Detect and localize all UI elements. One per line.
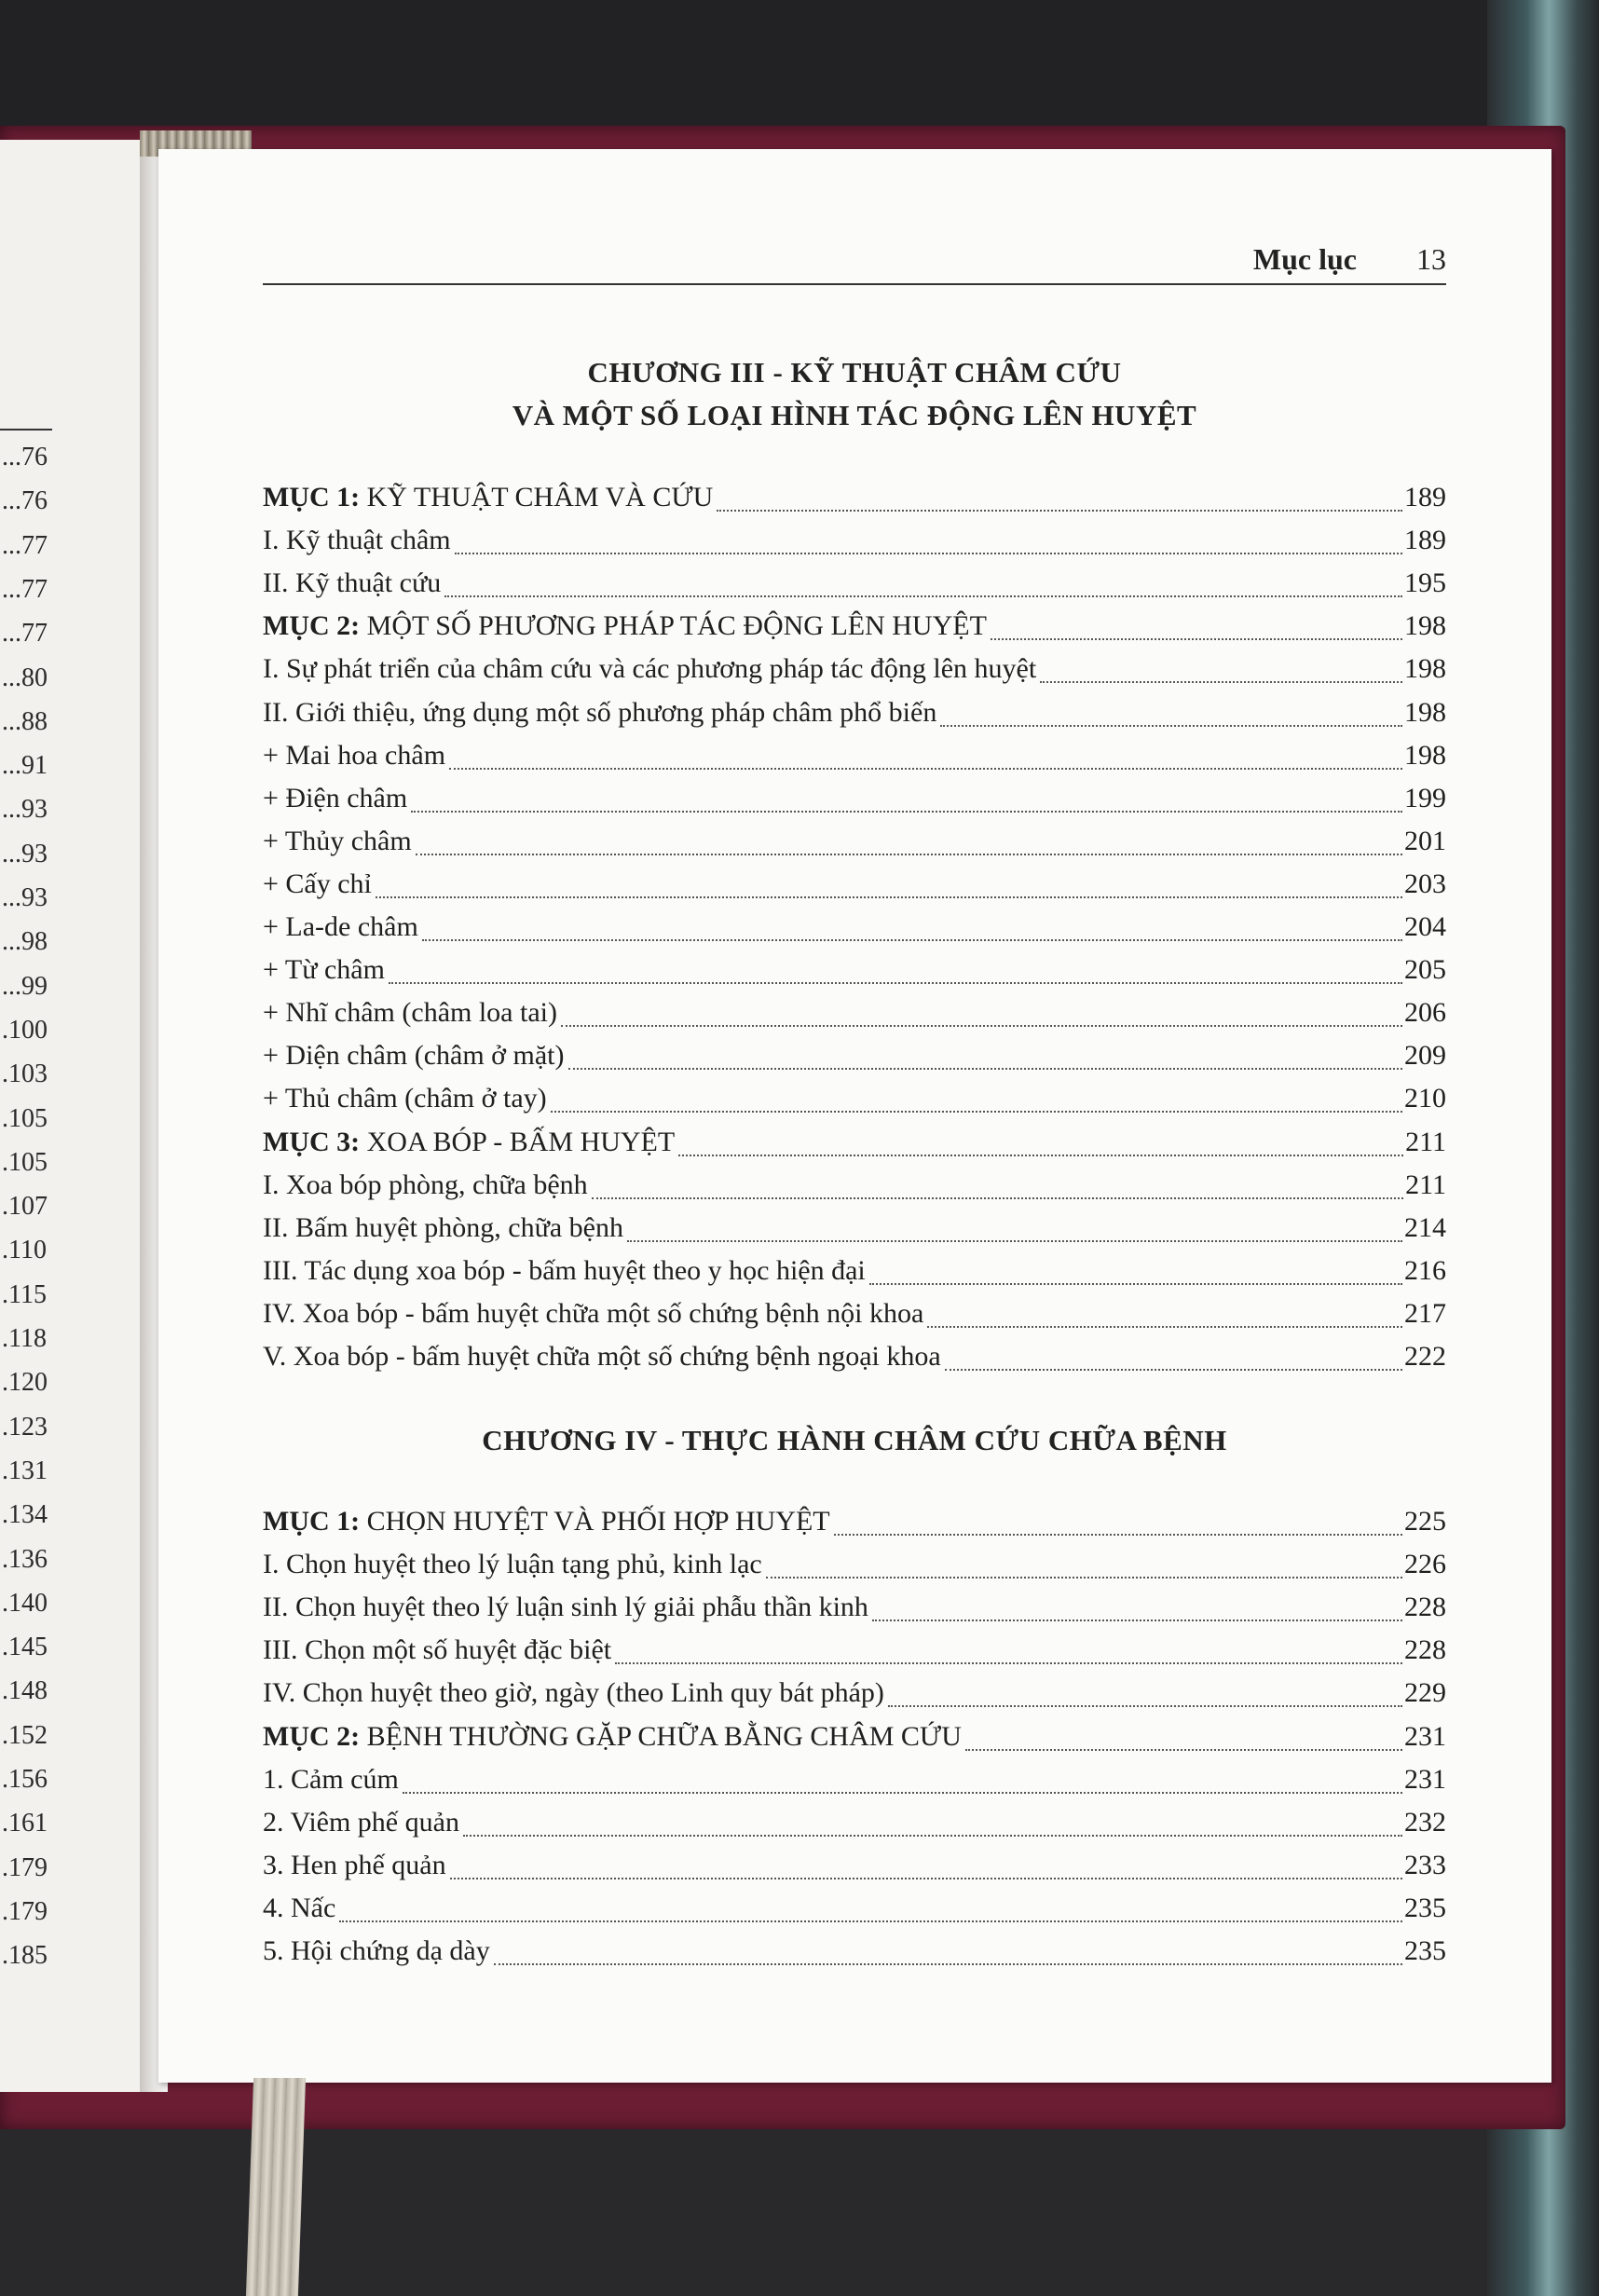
toc-entry-label xyxy=(263,1255,866,1287)
toc-entry xyxy=(263,482,1446,519)
toc-entry-text: II. Giới thiệu, ứng dụng một số phương pháp châm phổ biến xyxy=(263,696,937,728)
dot-leader xyxy=(678,1155,1403,1156)
toc-entry-page: 199 xyxy=(1404,782,1446,813)
toc-entry-label xyxy=(263,954,385,986)
toc-entry xyxy=(263,1592,1446,1629)
toc-entry-label xyxy=(263,1341,941,1373)
left-page-number: .120 xyxy=(2,1368,48,1398)
toc-entry xyxy=(263,1040,1446,1077)
left-page-number: ...77 xyxy=(2,530,48,560)
toc-entry-text: + Từ châm xyxy=(263,954,385,986)
bookmark-ribbon xyxy=(246,2078,306,2296)
dot-leader xyxy=(1040,681,1402,683)
toc-entry-page: 198 xyxy=(1404,696,1446,728)
toc-entry xyxy=(263,868,1446,906)
toc-entry-page: 222 xyxy=(1404,1341,1446,1372)
toc-entry-text: V. Xoa bóp - bấm huyệt chữa một số chứng bệnh ngoại khoa xyxy=(263,1341,941,1372)
chapter-3-title-line-2: VÀ MỘT SỐ LOẠI HÌNH TÁC ĐỘNG LÊN HUYỆT xyxy=(512,399,1197,431)
toc-entry-label xyxy=(263,1721,962,1753)
toc-entry xyxy=(263,826,1446,863)
toc-entry-page: 226 xyxy=(1404,1549,1446,1580)
toc-entry-page: 211 xyxy=(1405,1126,1446,1157)
toc-entry xyxy=(263,525,1446,562)
toc-entry xyxy=(263,1634,1446,1672)
dot-leader xyxy=(888,1705,1402,1707)
toc-entry-page: 189 xyxy=(1404,482,1446,512)
toc-entry-label xyxy=(263,997,557,1029)
toc-entry-page: 228 xyxy=(1404,1592,1446,1623)
section-number: MỤC 3: xyxy=(263,1126,361,1157)
dot-leader xyxy=(615,1662,1402,1664)
left-page-number: .100 xyxy=(2,1015,48,1045)
toc-entry-label xyxy=(263,1893,335,1924)
toc-entry xyxy=(263,1893,1446,1930)
toc-entry-text: + Thủ châm (châm ở tay) xyxy=(263,1083,547,1114)
toc-entry-label xyxy=(263,610,987,642)
scanner-background-top xyxy=(0,0,1599,140)
toc-entry-text: I. Sự phát triển của châm cứu và các phương pháp tác động lên huyệt xyxy=(263,653,1037,685)
toc-entry-label xyxy=(263,1850,446,1881)
toc-entry-text: IV. Chọn huyệt theo giờ, ngày (theo Linh quy bát pháp) xyxy=(263,1677,884,1709)
dot-leader xyxy=(450,1878,1402,1879)
toc-entry-page: 204 xyxy=(1404,911,1446,942)
toc-entry-label xyxy=(263,868,372,900)
toc-entry-page: 203 xyxy=(1404,868,1446,899)
left-page-number: .118 xyxy=(2,1324,47,1353)
toc-entry xyxy=(263,1935,1446,1973)
toc-entry-page: 235 xyxy=(1404,1935,1446,1966)
left-page-number: .105 xyxy=(2,1103,48,1133)
section-number: MỤC 1: xyxy=(263,1506,361,1537)
toc-entry-page: 233 xyxy=(1404,1849,1446,1880)
left-page-number: .136 xyxy=(2,1544,48,1574)
dot-leader xyxy=(834,1534,1402,1536)
toc-entry-label xyxy=(263,1506,830,1538)
toc-entry-page: 201 xyxy=(1404,825,1446,856)
dot-leader xyxy=(449,768,1402,770)
toc-entry xyxy=(263,1212,1446,1250)
dot-leader xyxy=(376,896,1402,898)
dot-leader xyxy=(494,1963,1402,1965)
toc-entry-label xyxy=(263,1083,547,1114)
dot-leader xyxy=(945,1369,1402,1371)
section-number: MỤC 2: xyxy=(263,610,361,642)
toc-entry-page: 195 xyxy=(1404,567,1446,599)
toc-entry xyxy=(263,1764,1446,1801)
toc-entry xyxy=(263,1341,1446,1378)
left-page-number: .107 xyxy=(2,1192,48,1222)
toc-entry-page: 211 xyxy=(1405,1168,1446,1200)
toc-entry-label xyxy=(263,1592,868,1623)
toc-page xyxy=(158,149,1551,2083)
dot-leader xyxy=(455,553,1402,554)
toc-entry-page: 225 xyxy=(1404,1506,1446,1537)
toc-entry-text: II. Bấm huyệt phòng, chữa bệnh xyxy=(263,1211,623,1243)
left-page-number: ...93 xyxy=(2,839,48,868)
toc-entry-text: + Diện châm (châm ở mặt) xyxy=(263,1040,565,1072)
toc-entry-text: 3. Hen phế quản xyxy=(263,1849,446,1880)
dot-leader xyxy=(339,1920,1402,1922)
dot-leader xyxy=(872,1620,1402,1621)
toc-entry-page: 217 xyxy=(1404,1297,1446,1329)
dot-leader xyxy=(965,1749,1402,1751)
dot-leader xyxy=(444,595,1402,597)
toc-entry xyxy=(263,997,1446,1034)
toc-entry xyxy=(263,911,1446,949)
dot-leader xyxy=(551,1111,1402,1113)
left-header-rule xyxy=(0,429,52,430)
left-page-number: .145 xyxy=(2,1633,48,1662)
toc-entry-text: IV. Xoa bóp - bấm huyệt chữa một số chứng bệnh nội khoa xyxy=(263,1297,924,1329)
toc-entry xyxy=(263,610,1446,648)
toc-entry-text: III. Chọn một số huyệt đặc biệt xyxy=(263,1634,612,1666)
toc-entry-page: 216 xyxy=(1404,1254,1446,1286)
chapter-3-title-line-1: CHƯƠNG III - KỸ THUẬT CHÂM CỨU xyxy=(587,356,1122,389)
left-page-number: .179 xyxy=(2,1852,48,1882)
dot-leader xyxy=(991,638,1402,640)
toc-entry-page: 205 xyxy=(1404,954,1446,986)
left-page-number: .115 xyxy=(2,1279,47,1309)
toc-entry-label xyxy=(263,567,441,599)
toc-entry xyxy=(263,1850,1446,1887)
dot-leader xyxy=(463,1835,1402,1837)
toc-entry-text: I. Kỹ thuật châm xyxy=(263,525,451,556)
toc-entry-text: + Cấy chỉ xyxy=(263,868,372,899)
toc-entry-page: 198 xyxy=(1404,739,1446,771)
toc-entry-label xyxy=(263,1169,588,1201)
toc-entry xyxy=(263,1721,1446,1758)
toc-entry-label xyxy=(263,525,451,556)
toc-entry-label xyxy=(263,826,412,857)
toc-entry-text: KỸ THUẬT CHÂM VÀ CỨU xyxy=(360,482,714,512)
toc-entry xyxy=(263,1127,1446,1164)
chapter-4-title: CHƯƠNG IV - THỰC HÀNH CHÂM CỨU CHỮA BỆNH xyxy=(482,1424,1227,1456)
dot-leader xyxy=(627,1240,1402,1242)
toc-entry-label xyxy=(263,1127,675,1158)
dot-leader xyxy=(416,854,1402,855)
left-page-number: .110 xyxy=(2,1236,47,1265)
toc-entry-page: 189 xyxy=(1404,525,1446,556)
toc-entry xyxy=(263,1255,1446,1292)
toc-entry xyxy=(263,697,1446,734)
left-page-number: ...77 xyxy=(2,619,48,649)
dot-leader xyxy=(411,811,1402,813)
left-page-number: ...98 xyxy=(2,927,48,957)
toc-entry-text: 1. Cảm cúm xyxy=(263,1763,399,1795)
left-page-number: .148 xyxy=(2,1676,48,1706)
toc-entry-page: 228 xyxy=(1404,1634,1446,1666)
toc-entry xyxy=(263,1298,1446,1335)
toc-entry xyxy=(263,1807,1446,1844)
dot-leader xyxy=(561,1025,1402,1027)
left-page-number: ...76 xyxy=(2,486,48,516)
scanner-background-bottom xyxy=(0,2124,1599,2296)
toc-entry-page: 231 xyxy=(1404,1763,1446,1795)
toc-entry-page: 210 xyxy=(1404,1083,1446,1114)
left-page-number: .152 xyxy=(2,1720,48,1750)
toc-entry-text: CHỌN HUYỆT VÀ PHỐI HỢP HUYỆT xyxy=(360,1506,830,1537)
toc-entry-text: + Điện châm xyxy=(263,782,408,813)
toc-entry xyxy=(263,567,1446,605)
left-page-number: .105 xyxy=(2,1147,48,1177)
toc-entry-label xyxy=(263,1298,923,1330)
dot-leader xyxy=(422,939,1402,941)
toc-entry xyxy=(263,783,1446,820)
toc-entry-label xyxy=(263,1212,623,1244)
toc-entry xyxy=(263,1677,1446,1715)
toc-entry-label xyxy=(263,1040,565,1072)
dot-leader xyxy=(717,510,1402,512)
dot-leader xyxy=(766,1577,1402,1578)
section-number: MỤC 2: xyxy=(263,1720,361,1752)
dot-leader xyxy=(389,982,1402,984)
toc-entry-label xyxy=(263,1807,459,1838)
toc-entry-label xyxy=(263,740,445,772)
running-header xyxy=(263,240,1446,285)
left-page-number: .123 xyxy=(2,1412,48,1442)
left-page-number: .185 xyxy=(2,1941,48,1971)
toc-entry-text: 2. Viêm phế quản xyxy=(263,1806,459,1838)
left-page-number: .156 xyxy=(2,1765,48,1794)
page-number: 13 xyxy=(1416,242,1446,276)
left-page xyxy=(0,140,149,2092)
dot-leader xyxy=(568,1068,1403,1070)
toc-entry-label xyxy=(263,783,407,814)
toc-entry-text: 4. Nấc xyxy=(263,1892,336,1923)
toc-entry-label xyxy=(263,1677,884,1709)
toc-entry-text: + Thủy châm xyxy=(263,825,412,856)
toc-entry-page: 209 xyxy=(1404,1040,1446,1072)
toc-entry-text: I. Chọn huyệt theo lý luận tạng phủ, kinh lạc xyxy=(263,1549,762,1580)
toc-entry-page: 231 xyxy=(1404,1720,1446,1752)
dot-leader xyxy=(592,1197,1403,1199)
left-page-number: ...80 xyxy=(2,663,48,692)
left-page-number: ...93 xyxy=(2,883,48,912)
toc-entry-text: + Nhĩ châm (châm loa tai) xyxy=(263,997,557,1029)
left-page-number: .134 xyxy=(2,1500,48,1530)
toc-entry xyxy=(263,954,1446,991)
toc-entry-label xyxy=(263,697,936,729)
running-title: Mục lục xyxy=(1252,242,1357,276)
left-page-number: .131 xyxy=(2,1456,48,1485)
toc-entry-label xyxy=(263,1935,490,1967)
left-page-number: ...99 xyxy=(2,971,48,1001)
toc-entry xyxy=(263,1083,1446,1120)
left-page-number: .179 xyxy=(2,1896,48,1926)
left-page-number: ...88 xyxy=(2,706,48,736)
toc-entry xyxy=(263,653,1446,690)
toc-entry-text: I. Xoa bóp phòng, chữa bệnh xyxy=(263,1168,588,1200)
left-page-number: .103 xyxy=(2,1059,48,1089)
left-page-number: ...76 xyxy=(2,443,48,472)
left-page-number: .161 xyxy=(2,1809,48,1838)
dot-leader xyxy=(927,1326,1402,1328)
toc-entry xyxy=(263,1506,1446,1543)
toc-entry-label xyxy=(263,482,713,513)
toc-entry-page: 206 xyxy=(1404,997,1446,1029)
toc-entry-text: XOA BÓP - BẤM HUYỆT xyxy=(360,1126,676,1157)
toc-entry-page: 214 xyxy=(1404,1211,1446,1243)
toc-entry-label xyxy=(263,1549,762,1580)
left-page-number: ...77 xyxy=(2,574,48,604)
left-page-number: .140 xyxy=(2,1588,48,1618)
toc-entry-text: MỘT SỐ PHƯƠNG PHÁP TÁC ĐỘNG LÊN HUYỆT xyxy=(360,610,987,642)
toc-entry-label xyxy=(263,911,418,943)
toc-entry-label xyxy=(263,653,1036,685)
toc-entry xyxy=(263,1169,1446,1207)
toc-entry xyxy=(263,740,1446,777)
toc-entry-label xyxy=(263,1764,399,1796)
toc-entry-page: 198 xyxy=(1404,653,1446,685)
toc-entry-page: 235 xyxy=(1404,1892,1446,1923)
toc-entry-text: + La-de châm xyxy=(263,911,418,942)
toc-entry-text: III. Tác dụng xoa bóp - bấm huyệt theo y học hiện đại xyxy=(263,1254,866,1286)
toc-entry-text: II. Kỹ thuật cứu xyxy=(263,567,442,599)
toc-entry xyxy=(263,1549,1446,1586)
toc-entry-text: BỆNH THƯỜNG GẶP CHỮA BẰNG CHÂM CỨU xyxy=(360,1720,962,1752)
toc-entry-page: 198 xyxy=(1404,610,1446,642)
left-page-number: ...91 xyxy=(2,751,48,781)
toc-entry-page: 232 xyxy=(1404,1806,1446,1838)
toc-entry-page: 229 xyxy=(1404,1677,1446,1709)
dot-leader xyxy=(940,725,1402,727)
section-number: MỤC 1: xyxy=(263,482,361,512)
dot-leader xyxy=(403,1792,1402,1794)
toc-entry-text: 5. Hội chứng dạ dày xyxy=(263,1935,490,1966)
toc-entry-text: + Mai hoa châm xyxy=(263,739,446,771)
toc-entry-label xyxy=(263,1634,611,1666)
dot-leader xyxy=(869,1283,1402,1285)
left-page-number: ...93 xyxy=(2,795,48,825)
toc-entry-text: II. Chọn huyệt theo lý luận sinh lý giải phẫu thần kinh xyxy=(263,1592,868,1623)
